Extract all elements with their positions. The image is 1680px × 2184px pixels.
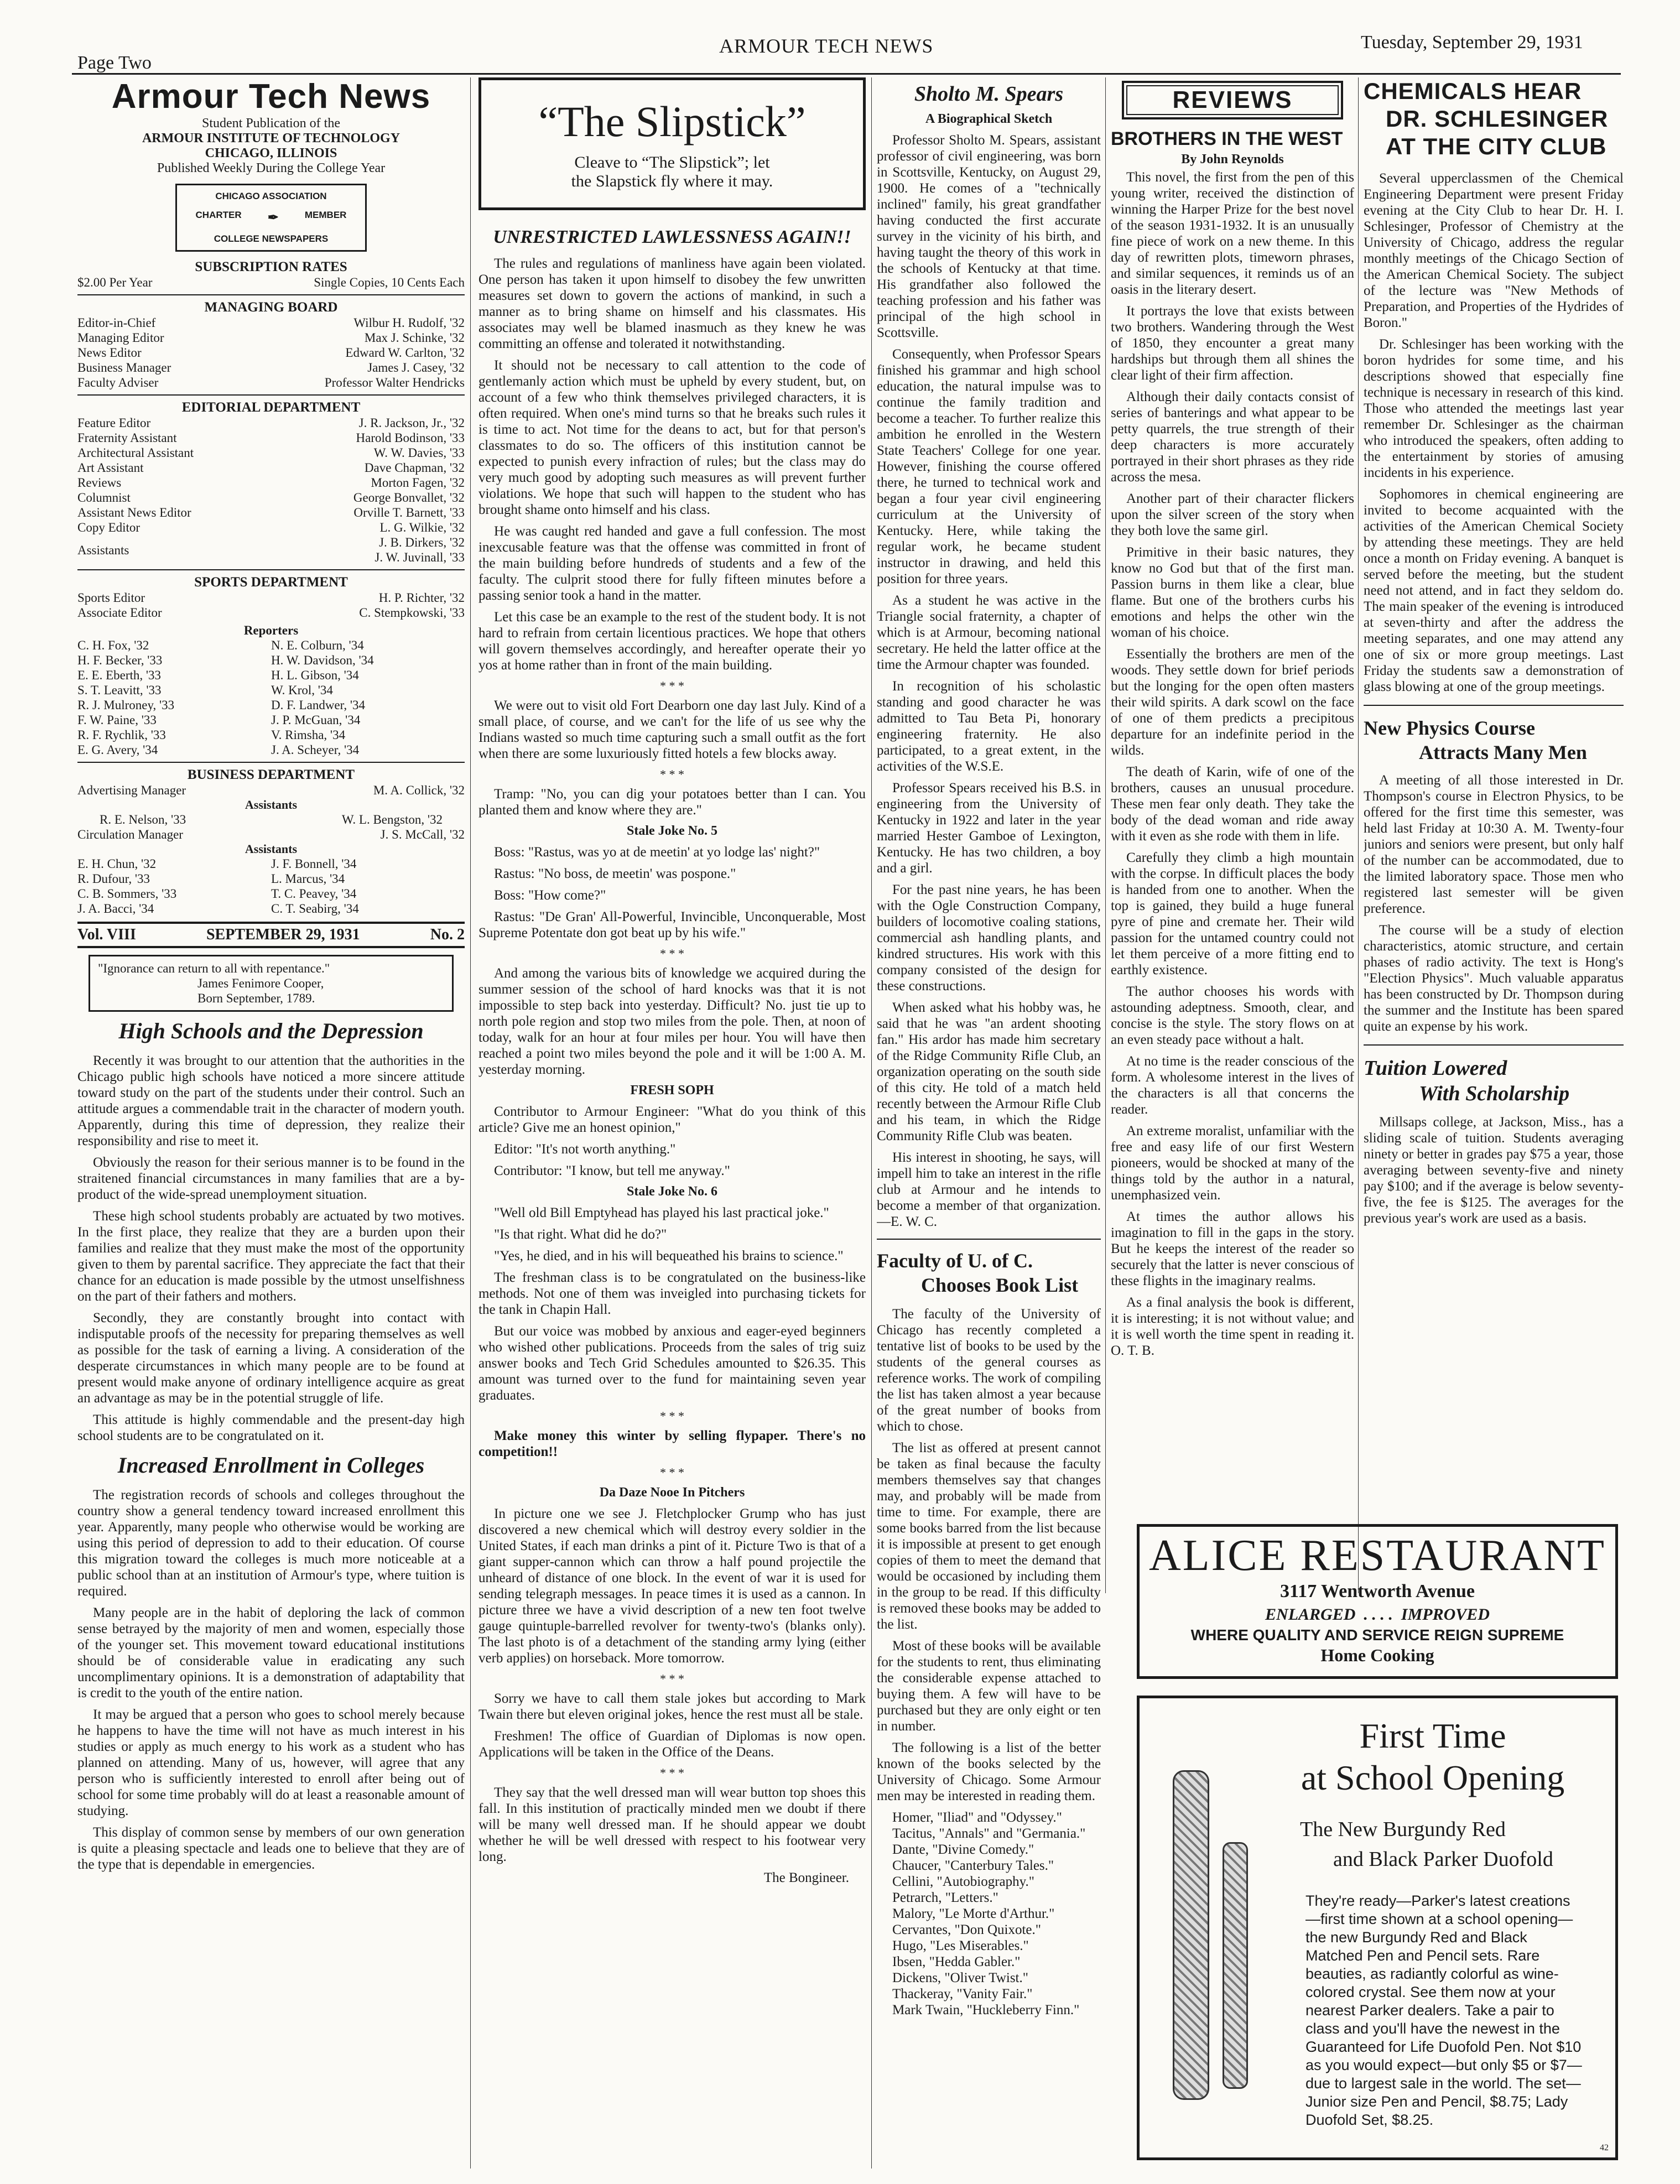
reporters-title: Reporters bbox=[243, 623, 299, 637]
text-line: "Ignorance can return to all with repentance." bbox=[98, 961, 330, 975]
page-number: Page Two bbox=[77, 53, 152, 73]
text-line: Reviews bbox=[77, 476, 122, 490]
text-line: With Scholarship bbox=[1419, 1082, 1570, 1105]
staff-row bbox=[77, 315, 465, 330]
chemicals-headline bbox=[1364, 77, 1624, 160]
parker-ad bbox=[1137, 1696, 1618, 2160]
text-line: George Bonvallet, '32 bbox=[353, 491, 465, 505]
association-badge bbox=[175, 184, 367, 252]
slipstick-line: Cleave to “The Slipstick”; let bbox=[574, 153, 770, 171]
text-line: Attracts Many Men bbox=[1419, 741, 1587, 763]
text-line: Managing Editor bbox=[77, 331, 164, 345]
text-line: Associate Editor bbox=[77, 606, 162, 620]
rule bbox=[77, 762, 465, 763]
text-line: No. 2 bbox=[430, 926, 465, 943]
paragraph: Primitive in their basic natures, they know no God but that of the first man. Passion burns in them like a clear, blue flame. But one of the brothers curbs his emotions and helps the other win the woman of his choice. bbox=[1111, 545, 1354, 640]
text-line: E. E. Eberth, '33 bbox=[77, 668, 162, 682]
text-line: IMPROVED bbox=[1401, 1605, 1490, 1624]
signature: The Bongineer. bbox=[763, 1870, 849, 1885]
text-line: J. A. Bacci, '34 bbox=[77, 902, 154, 916]
text-line: S. T. Leavitt, '33 bbox=[77, 683, 162, 697]
header-date: Tuesday, September 29, 1931 bbox=[1361, 32, 1583, 53]
paragraph: It may be argued that a person who goes to school merely because he happens to have the time will not have as much interest in his studies or apply as much energy to his work as a student who has planned on attending. Many of us, however, will agree that any person who is sufficiently interested to enroll after being out of school for some time probably will do at least a reasonable amount of studying. bbox=[77, 1707, 465, 1818]
paragraph: Secondly, they are constantly brought into contact with indisputable proofs of the necessity for preparing themselves as well as possible for the task of earning a living. A consideration of the desperate circumstances in which many people are to be found at present would make anyone of ordinary intelligence acquire as great an advantage as may be in the potential struggle of life. bbox=[77, 1311, 465, 1406]
staff-row bbox=[77, 430, 465, 445]
text-line: E. G. Avery, '34 bbox=[77, 743, 158, 757]
alice-tagline: WHERE QUALITY AND SERVICE REIGN SUPREME bbox=[1190, 1626, 1564, 1644]
paragraph: In picture one we see J. Fletchplocker Grump who has just discovered a new chemical which will destroy every soldier in the United States, if each man drinks a pint of it. Picture Two is that of a giant supper-cannon which can throw a half pound projectile the unheard of distance of one block. In the event of war it is used for sending telegraph messages. In peace times it is used as a cannon. In picture three we have a vivid description of a new ten foot twelve gauge quintuple-barrelled revolver for twenty-two's (blanks only). The last photo is of a detachment of the standing army lying (either verb applies) on horseback. More tomorrow. bbox=[478, 1506, 866, 1666]
tuition-headline bbox=[1364, 1055, 1624, 1106]
physics-headline bbox=[1364, 716, 1624, 765]
text-line: R. E. Nelson, '33 bbox=[100, 813, 186, 826]
spears-subhead: A Biographical Sketch bbox=[925, 112, 1053, 126]
book-list bbox=[877, 1809, 1101, 2018]
parker-pencil-icon bbox=[1223, 1842, 1248, 2089]
text-line: Art Assistant bbox=[77, 461, 144, 475]
high-schools-headline: High Schools and the Depression bbox=[118, 1018, 424, 1043]
text-line: J. P. McGuan, '34 bbox=[271, 713, 361, 727]
text-line: News Editor bbox=[77, 346, 142, 360]
text-line: First Time bbox=[1359, 1716, 1506, 1755]
staff-row bbox=[77, 460, 465, 475]
text-line: Faculty of U. of C. bbox=[877, 1250, 1033, 1272]
text-line: New Physics Course bbox=[1364, 717, 1535, 739]
text-line: Columnist bbox=[77, 491, 131, 505]
subscription-rates bbox=[77, 275, 465, 290]
staff-row bbox=[77, 783, 465, 798]
masthead-subtitle: Student Publication of the bbox=[202, 116, 340, 131]
column-divider bbox=[1105, 77, 1106, 1593]
masthead-title: Armour Tech News bbox=[111, 77, 431, 116]
text-line: Mark Twain, "Huckleberry Finn." bbox=[892, 2003, 1080, 2017]
alice-restaurant-ad bbox=[1137, 1524, 1618, 1679]
paragraph: He was caught red handed and gave a full confession. The most inexcusable feature was that the offense was committed in front of the main building before hundreds of students and a few of the faculty. The culprit stood there for fully fifteen minutes before a passing senior took a hand in the matter. bbox=[478, 524, 866, 603]
paragraph: Sorry we have to call them stale jokes but according to Mark Twain there but eleven original jokes, hence the rest must all be stale. bbox=[478, 1691, 866, 1722]
subscription-year: $2.00 Per Year bbox=[77, 275, 153, 289]
text-line: L. G. Wilkie, '32 bbox=[379, 521, 465, 534]
sports-title: SPORTS DEPARTMENT bbox=[194, 575, 348, 590]
text-line: Circulation Manager bbox=[77, 828, 183, 841]
text-line: R. F. Rychlik, '33 bbox=[77, 728, 166, 742]
paragraph: They say that the well dressed man will wear button top shoes this fall. In this institution of practically minded men we doubt if there will be many well dressed man. If he should appear we doubt whether he will be well dressed with respect to his footwear very long. bbox=[478, 1785, 866, 1864]
paragraph: The course will be a study of election characteristics, atomic structure, and certain phases of radio activity. The text is Hong's "Election Physics". Much valuable apparatus has been constructed by Dr. Thompson during the summer and the Institute has been spared quite an expense by his work. bbox=[1364, 923, 1624, 1034]
rule bbox=[77, 294, 465, 295]
paragraph: Contributor to Armour Engineer: "What do you think of this article? Give me an honest opinion," bbox=[478, 1104, 866, 1135]
paragraph: The rules and regulations of manliness have again been violated. One person has taken it upon himself to disobey the few unwritten measures set down to govern the actions of mankind, in such a manner as to bring shame on himself and his classmates. His associates may well be blamed inasmuch as they knew he was committing an offense and tolerated it notwithstanding. bbox=[478, 256, 866, 351]
text-line: E. H. Chun, '32 bbox=[77, 857, 157, 871]
column-divider bbox=[1358, 77, 1359, 1593]
paragraph: A meeting of all those interested in Dr. Thompson's course in Electron Physics, to be offered for the first time this semester, was held last Friday at 10:30 A. M. Twenty-four juniors and seniors were present, but only half of the number can be accommodated, due to the limited laboratory space. Those men who registered last semester will be given preference. bbox=[1364, 773, 1624, 916]
managing-title: MANAGING BOARD bbox=[204, 300, 338, 315]
text-line: at School Opening bbox=[1301, 1758, 1565, 1797]
text-line: AT THE CITY CLUB bbox=[1386, 133, 1607, 159]
assistants-label: Assistants bbox=[245, 842, 298, 856]
text-line: Vol. VIII bbox=[77, 926, 136, 943]
paragraph: The following is a list of the better known of the books selected by the University of Chicago. Some Armour men may be interested in reading them. bbox=[877, 1740, 1101, 1803]
text-line: Advertising Manager bbox=[77, 783, 186, 797]
paragraph: At times the author allows his imagination to fill in the gaps in the story. But he keeps the interest of the reader so securely that the latter is never conscious of these flights in the imaginary realms. bbox=[1111, 1209, 1354, 1288]
text-line: . . . . bbox=[1364, 1605, 1393, 1624]
text-line: J. R. Jackson, Jr., '32 bbox=[358, 416, 465, 430]
badge-middle-right: MEMBER bbox=[304, 210, 347, 220]
text-line: Cervantes, "Don Quixote." bbox=[892, 1922, 1041, 1937]
staff-row bbox=[77, 475, 465, 490]
paragraph: The author chooses his words with astounding adeptness. Smooth, clear, and concise is the style. The story flows on at an even steady pace without a halt. bbox=[1111, 984, 1354, 1047]
paragraph: Sophomores in chemical engineering are invited to become acquainted with the activities of the American Chemical Society by attending these meetings. They are held once a month on Friday evening. A banquet is served before the meeting, but the student need not attend, and in fact they seldom do. The main speaker of the evening is introduced at seven-thirty and after the address the meeting separates, and one may attend any one of six or more group meetings. Last Friday the students saw a demonstration of glass blowing at one of the group meetings. bbox=[1364, 487, 1624, 694]
text-line: Dickens, "Oliver Twist." bbox=[892, 1970, 1028, 1985]
text-line: Chaucer, "Canterbury Tales." bbox=[892, 1858, 1054, 1873]
staff-row bbox=[77, 520, 465, 535]
text-line: Assistants bbox=[77, 543, 129, 557]
paragraph: Professor Sholto M. Spears, assistant professor of civil engineering, was born in Scottsville, Kentucky, on August 29, 1900. He comes of a "technically inclined" family, his great grandfather having conducted the first accurate survey in the vicinity of his birth, and having taught the theory of this work in the schools of Kentucky at that time. His grandfather also followed the teaching profession and his father was principal of the high school in Scottsville. bbox=[877, 133, 1101, 340]
separator: * * * bbox=[660, 679, 684, 693]
paragraph: For the past nine years, he has been with the Ogle Construction Company, builders of locomotive coaling stations, commercial ash handling plants, and kindred structures. His work with this company consisted of the design for these constructions. bbox=[877, 882, 1101, 994]
slipstick-line: the Slapstick fly where it may. bbox=[571, 172, 773, 190]
paragraph: And among the various bits of knowledge we acquired during the summer session of the school of hard knocks was that it is not impossible to step back into yesterday. Difficult? No. just tie up to north pole region and stop two miles from the pole. Then, at noon of today, walk for an hour at four miles per hour. You will have then reached a point two miles beyond the pole and it will be 1:00 A. M. yesterday morning. bbox=[478, 966, 866, 1077]
text-line: H. P. Richter, '32 bbox=[378, 591, 465, 605]
column-5 bbox=[1364, 77, 1624, 1587]
text-line: Max J. Schinke, '32 bbox=[364, 331, 465, 345]
paragraph: Make money this winter by selling flypaper. There's no competition!! bbox=[478, 1428, 866, 1459]
column-divider bbox=[871, 77, 872, 2169]
joke-title: Stale Joke No. 6 bbox=[627, 1184, 717, 1199]
text-line: Dave Chapman, '32 bbox=[364, 461, 465, 475]
paragraph: The registration records of schools and colleges throughout the country show a general tendency toward increased enrollment this year. Apparently, many people who otherwise would be working are using this period of depression to add to their education. Of course this migration toward the colleges is much more noticeable at a public school than at an institution of Armour's type, where tuition is required. bbox=[77, 1488, 465, 1599]
separator: * * * bbox=[660, 1465, 684, 1479]
quote-box bbox=[89, 955, 454, 1012]
text-line: W. L. Bengston, '32 bbox=[341, 813, 443, 826]
text-line: Fraternity Assistant bbox=[77, 431, 177, 445]
managing-list bbox=[77, 315, 465, 390]
text-line: Homer, "Iliad" and "Odyssey." bbox=[892, 1810, 1062, 1825]
text-line: J. W. Juvinall, '33 bbox=[375, 550, 465, 564]
badge-top: CHICAGO ASSOCIATION bbox=[215, 191, 327, 201]
paragraph: Many people are in the habit of deploring the lack of common sense betrayed by the majority of men and women, especially those of the younger set. This movement toward educational institutions should be of considerable value in eradicating any such uncomplimentary opinions. It is a demonstration of adaptability that is credit to the youth of the entire nation. bbox=[77, 1605, 465, 1701]
paragraph: This novel, the first from the pen of this young writer, received the distinction of winning the Harper Prize for the best novel of the season 1931-1932. It is an unusually fine piece of work on a new theme. In this day of rewritten plots, timeworn phrases, and similar sequences, it reminds us of an oasis in the literary desert. bbox=[1111, 170, 1354, 297]
masthead-frequency: Published Weekly During the College Year bbox=[157, 161, 386, 175]
paragraph: At no time is the reader conscious of the form. A wholesome interest in the lives of the characters is all that concerns the reader. bbox=[1111, 1054, 1354, 1117]
paragraph: Professor Spears received his B.S. in engineering from the University of Kentucky in 1922 and later in the year married Hester Gamboe of Lexington, Kentucky. He has two children, a boy and a girl. bbox=[877, 781, 1101, 876]
paragraph: "Is that right. What did he do?" bbox=[494, 1227, 667, 1242]
subscription-single: Single Copies, 10 Cents Each bbox=[314, 275, 465, 289]
alice-name: ALICE RESTAURANT bbox=[1148, 1531, 1606, 1580]
paragraph: These high school students probably are actuated by two motives. In the first place, they realize that they are a burden upon their families and realize that they must make the most of the opportunity given to them by parental sacrifice. They appreciate the fact that their chance for an education is made possible by the utmost unselfishness on the part of their fathers and mothers. bbox=[77, 1209, 465, 1304]
rule bbox=[877, 1239, 1101, 1240]
parker-headline bbox=[1267, 1715, 1599, 1799]
text-line: CHEMICALS HEAR bbox=[1364, 78, 1582, 104]
text-line: Tacitus, "Annals" and "Germania." bbox=[892, 1826, 1086, 1841]
assistants-row bbox=[77, 535, 465, 565]
rule bbox=[1364, 1044, 1624, 1046]
assistants-label: Assistants bbox=[245, 798, 298, 812]
separator: * * * bbox=[660, 1766, 684, 1780]
rule bbox=[1364, 705, 1624, 706]
paper-name: ARMOUR TECH NEWS bbox=[719, 35, 934, 57]
text-line: Editor-in-Chief bbox=[77, 316, 156, 330]
column-3 bbox=[877, 77, 1101, 2173]
text-line: James J. Casey, '32 bbox=[367, 361, 465, 375]
paragraph: It portrays the love that exists between two brothers. Wandering through the West of 1850, they encounter a great many hardships but through them all shines the clear light of their firm affection. bbox=[1111, 304, 1354, 383]
paragraph: But our voice was mobbed by anxious and eager-eyed beginners who wished other publications. Proceeds from the sales of trig suiz answer books and Tech Grid Schedules amounted to $26.35. This amount was turned over to the fund for maintaining seven year graduates. bbox=[478, 1324, 866, 1403]
reporters-list bbox=[77, 638, 465, 757]
text-line: Dante, "Divine Comedy." bbox=[892, 1842, 1034, 1857]
column-2 bbox=[478, 77, 866, 2173]
text-line: R. Dufour, '33 bbox=[77, 872, 150, 886]
text-line: SEPTEMBER 29, 1931 bbox=[206, 926, 360, 943]
text-line: C. T. Seabirg, '34 bbox=[271, 902, 359, 916]
text-line: The New Burgundy Red bbox=[1300, 1818, 1506, 1841]
editorial-list bbox=[77, 415, 465, 565]
alice-address: 3117 Wentworth Avenue bbox=[1280, 1581, 1475, 1601]
text-line: Wilbur H. Rudolf, '32 bbox=[353, 316, 465, 330]
column-4 bbox=[1111, 77, 1354, 1587]
staff-row bbox=[77, 827, 465, 842]
text-line: N. E. Colburn, '34 bbox=[271, 638, 364, 652]
text-line: R. J. Mulroney, '33 bbox=[77, 698, 175, 712]
text-line: D. F. Landwer, '34 bbox=[271, 698, 366, 712]
text-line: Edward W. Carlton, '32 bbox=[345, 346, 465, 360]
text-line: C. Stempkowski, '33 bbox=[359, 606, 465, 620]
paragraph: We were out to visit old Fort Dearborn one day last July. Kind of a small place, of course, and we can't for the life of us see why the Indians wasted so much time capturing such a small outfit as the fort when there are some luxuriously fitted hotels a few blocks away. bbox=[478, 698, 866, 761]
text-line: L. Marcus, '34 bbox=[271, 872, 345, 886]
text-line: J. S. McCall, '32 bbox=[380, 828, 465, 841]
joke-title: Da Daze Nooe In Pitchers bbox=[599, 1485, 745, 1500]
text-line: C. B. Sommers, '33 bbox=[77, 887, 177, 901]
staff-row bbox=[77, 330, 465, 345]
separator: * * * bbox=[660, 1672, 684, 1686]
text-line: Born September, 1789. bbox=[197, 991, 315, 1005]
staff-row bbox=[77, 345, 465, 360]
alice-enlarged-row bbox=[1140, 1605, 1615, 1624]
paragraph: When asked what his hobby was, he said that he was "an ardent shooting fan." His ardor has made him secretary of the Ridge Community Rifle Club, an organization operating on the south side of this city. He told of a match held recently between the Armour Rifle Club and his team, in which the Ridge Community Rifle Club was beaten. bbox=[877, 1000, 1101, 1143]
text-line: Morton Fagen, '32 bbox=[371, 476, 465, 490]
parker-pen-icon bbox=[1173, 1770, 1209, 2100]
joke-title: FRESH SOPH bbox=[630, 1083, 714, 1098]
text-line: Assistant News Editor bbox=[77, 506, 191, 519]
lawlessness-headline: UNRESTRICTED LAWLESSNESS AGAIN!! bbox=[493, 227, 851, 247]
text-line: J. A. Scheyer, '34 bbox=[271, 743, 360, 757]
column-divider bbox=[470, 77, 471, 2169]
paragraph: Although their daily contacts consist of series of banterings and what appear to be petty quarrels, the true strength of their deep characters is more accurately portrayed in their short phrases as they ride across the mesa. bbox=[1111, 389, 1354, 485]
faculty-headline bbox=[877, 1249, 1101, 1297]
text-line: W. W. Davies, '33 bbox=[373, 446, 465, 460]
badge-middle-left: CHARTER bbox=[195, 210, 242, 220]
reviews-label-box bbox=[1122, 81, 1343, 119]
paragraph: Dr. Schlesinger has been working with the boron hydrides for some time, and his descriptions showed that especially fine technique is necessary in research of this kind. Those who attended the meetings last year remember Dr. Schlesinger as the chairman who introduced the speakers, often adding to the entertainment by stories of amusing incidents in his experience. bbox=[1364, 337, 1624, 480]
text-line: M. A. Collick, '32 bbox=[373, 783, 465, 797]
paragraph: "Yes, he died, and in his will bequeathed his brains to science." bbox=[494, 1249, 844, 1263]
paragraph: This attitude is highly commendable and the present-day high school students are to be congratulated on it. bbox=[77, 1412, 465, 1443]
paragraph: It should not be necessary to call attention to the code of gentlemanly action which must be upheld by every student, but, on account of a few who think themselves privileged characters, it is often required. When one's mind turns so that he breaks such rules it is time to act. Not time for the deans to act, but for that person's classmates to do so. The officers of this institution cannot be expected to punish every infraction of rules; but the class may do very much good by adopting such measures as will prevent further violations. We hope that such will happen to the student who has brought shame onto himself and his class. bbox=[478, 358, 866, 517]
paragraph: Boss: "Rastus, was yo at de meetin' at yo lodge las' night?" bbox=[494, 845, 820, 860]
alice-home: Home Cooking bbox=[1320, 1645, 1434, 1665]
text-line: Petrarch, "Letters." bbox=[892, 1890, 998, 1905]
staff-row bbox=[77, 360, 465, 375]
text-line: DR. SCHLESINGER bbox=[1386, 106, 1609, 132]
paragraph: This display of common sense by members of our own generation is quite a pleasing spectacle and leads one to believe that they are of the type that is dependable in emergencies. bbox=[77, 1825, 465, 1872]
text-line: Cellini, "Autobiography." bbox=[892, 1874, 1034, 1889]
paragraph: The freshman class is to be congratulated on the business-like methods. Not one of them was inveigled into purchasing tickets for the tank in Chapin Hall. bbox=[478, 1270, 866, 1317]
text-line: H. L. Gibson, '34 bbox=[271, 668, 359, 682]
staff-row bbox=[77, 490, 465, 505]
slipstick-banner bbox=[478, 77, 866, 210]
parker-body: They're ready—Parker's latest creations—first time shown at a school opening—the new Burgundy Red and Black Matched Pen and Pencil sets. Rare beauties, as radiantly colorful as wine-colored crystal. See them now at your nearest Parker dealers. Take a pair to class and you'll have the newest in the Guaranteed for Life Duofold Pen. Not $10 as you would expect—but only $5 or $7—due to largest sale in the world. The set—Junior size Pen and Pencil, $8.75; Lady Duofold Set, $8.25. bbox=[1305, 1892, 1582, 2128]
separator: * * * bbox=[660, 767, 684, 781]
paragraph: Essentially the brothers are men of the woods. They settle down for brief periods but the longing for the open often masters their wild spirits. A dark scowl on the face of one of them predicts a precipitous departure for an indefinite period in the wilds. bbox=[1111, 647, 1354, 758]
text-line: Malory, "Le Morte d'Arthur." bbox=[892, 1906, 1055, 1921]
text-line: T. C. Peavey, '34 bbox=[271, 887, 357, 901]
text-line: C. H. Fox, '32 bbox=[77, 638, 149, 652]
text-line: J. B. Dirkers, '32 bbox=[379, 535, 465, 549]
paragraph: Let this case be an example to the rest of the student body. It is not hard to refrain from certain licentious practices. We hope that others will govern themselves accordingly, and hereafter operate their yo yos at home rather than in front of the main building. bbox=[478, 610, 866, 673]
paragraph: In recognition of his scholastic standing and good character he was admitted to Tau Beta Pi, honorary engineering fraternity. He also participated, to a great extent, in the activities of the W.S.E. bbox=[877, 679, 1101, 774]
editorial-title: EDITORIAL DEPARTMENT bbox=[181, 400, 361, 415]
badge-middle bbox=[183, 210, 360, 226]
staff-row bbox=[77, 590, 465, 605]
paragraph: The faculty of the University of Chicago has recently completed a tentative list of books to be used by the students of the general courses as reference works. The work of compiling the list has taken almost a year because of the great number of books from which to chose. bbox=[877, 1307, 1101, 1434]
text-line: H. W. Davidson, '34 bbox=[271, 653, 374, 667]
paragraph: Most of these books will be available for the students to rent, thus eliminating the considerable expense attached to buying them. A few will have to be purchased but they are only eight or ten in number. bbox=[877, 1639, 1101, 1734]
text-line: W. Krol, '34 bbox=[271, 683, 333, 697]
text-line: Faculty Adviser bbox=[77, 376, 159, 389]
rule bbox=[77, 394, 465, 396]
paragraph: Obviously the reason for their serious manner is to be found in the straitened financial circumstances in many families that are a by-product of the wide-spread unemployment situation. bbox=[77, 1155, 465, 1202]
paragraph: Tramp: "No, you can dig your potatoes better than I can. You planted them and know where they are." bbox=[478, 787, 866, 818]
separator: * * * bbox=[660, 947, 684, 960]
text-line: F. W. Paine, '33 bbox=[77, 713, 157, 727]
text-line: Ibsen, "Hedda Gabler." bbox=[892, 1954, 1021, 1969]
paragraph: Contributor: "I know, but tell me anyway." bbox=[494, 1163, 730, 1178]
separator: * * * bbox=[660, 1409, 684, 1423]
paragraph: "Well old Bill Emptyhead has played his last practical joke." bbox=[494, 1205, 829, 1220]
subscription-title: SUBSCRIPTION RATES bbox=[195, 259, 347, 274]
paragraph: Editor: "It's not worth anything." bbox=[494, 1142, 676, 1157]
column-1 bbox=[77, 77, 465, 2173]
paragraph: Several upperclassmen of the Chemical Engineering Department were present Friday evening at the City Club to hear Dr. H. I. Schlesinger, Professor of Chemistry at the University of Chicago, address the regular monthly meetings of the Chicago Section of the American Chemical Society. The subject of the lecture was "New Methods of Preparation, and Properties of the Hydrides of Boron." bbox=[1364, 171, 1624, 330]
staff-row bbox=[77, 445, 465, 460]
paragraph: Boss: "How come?" bbox=[494, 888, 606, 903]
staff-row bbox=[77, 505, 465, 520]
staff-row bbox=[77, 375, 465, 390]
biz-assistants bbox=[77, 812, 465, 827]
text-line: H. F. Becker, '33 bbox=[77, 653, 163, 667]
text-line: Chooses Book List bbox=[921, 1274, 1079, 1296]
joke-title: Stale Joke No. 5 bbox=[627, 824, 717, 838]
spears-headline: Sholto M. Spears bbox=[914, 82, 1064, 106]
rule bbox=[77, 569, 465, 570]
text-line: Hugo, "Les Miserables." bbox=[892, 1938, 1029, 1953]
paragraph: Carefully they climb a high mountain with the corpse. In difficult places the body is handed from one to another. When the top is gained, they build a huge funeral pyre of pine and cremate her. Their wild passion for the untamed country could not let them perceive of a more fitting end to earthly existence. bbox=[1111, 850, 1354, 977]
text-line: Feature Editor bbox=[77, 416, 151, 430]
text-line: Copy Editor bbox=[77, 521, 141, 534]
text-line: James Fenimore Cooper, bbox=[197, 976, 324, 990]
paragraph: Recently it was brought to our attention that the authorities in the Chicago public high schools have noticed a more sincere attitude toward study on the part of the students under their control. Such an attitude argues a commendable trait in the character of modern youth. Apparently, during this time of depression, they realize their responsibility and rise to meet it. bbox=[77, 1053, 465, 1148]
paragraph: Freshmen! The office of Guardian of Diplomas is now open. Applications will be taken in the Office of the Deans. bbox=[478, 1729, 866, 1760]
text-line: Thackeray, "Vanity Fair." bbox=[892, 1987, 1033, 2001]
paragraph: Another part of their character flickers upon the silver screen of the story when they both love the same girl. bbox=[1111, 491, 1354, 538]
paragraph: The death of Karin, wife of one of the brothers, causes an unusual procedure. These men fear only death. They take the body of the dead woman and ride away with it even as she rode with them in life. bbox=[1111, 765, 1354, 844]
parker-subhead bbox=[1267, 1814, 1599, 1874]
masthead-institute: ARMOUR INSTITUTE OF TECHNOLOGY bbox=[142, 131, 401, 145]
reviews-label: REVIEWS bbox=[1126, 85, 1339, 115]
text-line: V. Rimsha, '34 bbox=[271, 728, 346, 742]
badge-bottom: COLLEGE NEWSPAPERS bbox=[214, 233, 329, 244]
text-line: Sports Editor bbox=[77, 591, 145, 605]
reviews-headline: BROTHERS IN THE WEST bbox=[1111, 128, 1343, 149]
paragraph: As a final analysis the book is different, it is interesting; it is not without value; and it is well worth the time spent in reading it. O. T. B. bbox=[1111, 1295, 1354, 1358]
paragraph: Rastus: "De Gran' All-Powerful, Invincible, Unconquerable, Most Supreme Potentate don got beat up by his wife." bbox=[478, 909, 866, 940]
text-line: ENLARGED bbox=[1265, 1605, 1356, 1624]
business-title: BUSINESS DEPARTMENT bbox=[187, 767, 355, 782]
paragraph: Rastus: "No boss, de meetin' was pospone." bbox=[494, 866, 736, 881]
paragraph: His interest in shooting, he says, will impell him to take an interest in the rifle club at Armour and he intends to become a member of that organization.—E. W. C. bbox=[877, 1150, 1101, 1229]
text-line: J. F. Bonnell, '34 bbox=[271, 857, 357, 871]
paragraph: Millsaps college, at Jackson, Miss., has a sliding scale of tuition. Students averaging ninety or better in grades pay $75 a year, those averaging between seventy-five and ninety pay $100; and if the average is below seventy-five, the fee is $125. The averages for the previous year's work are used as a basis. bbox=[1364, 1115, 1624, 1226]
volume-bar bbox=[77, 922, 465, 948]
text-line: Professor Walter Hendricks bbox=[324, 376, 465, 389]
text-line: Tuition Lowered bbox=[1364, 1057, 1507, 1080]
text-line: Architectural Assistant bbox=[77, 446, 194, 460]
text-line: and Black Parker Duofold bbox=[1333, 1848, 1553, 1871]
masthead-city: CHICAGO, ILLINOIS bbox=[205, 146, 337, 160]
text-line: Harold Bodinson, '33 bbox=[356, 431, 465, 445]
paragraph: An extreme moralist, unfamiliar with the free and easy life of our first Western pioneers, would be shocked at many of the things told by the author in a natural, unemphasized vein. bbox=[1111, 1124, 1354, 1203]
text-line: Business Manager bbox=[77, 361, 171, 375]
paragraph: The list as offered at present cannot be taken as final because the faculty members themselves say that changes may, and probably will be made from time to time. For example, there are some books barred from the list because it is impossible at present to get enough copies of them to meet the demand that would be occasioned by including them in the group to be read. If this difficulty is removed these books may be added to the list. bbox=[877, 1441, 1101, 1632]
staff-row bbox=[77, 415, 465, 430]
enrollment-headline: Increased Enrollment in Colleges bbox=[117, 1453, 425, 1478]
slipstick-title: “The Slipstick” bbox=[538, 97, 806, 145]
reviews-byline: By John Reynolds bbox=[1181, 152, 1284, 167]
circulation-assistants bbox=[77, 856, 465, 916]
staff-row bbox=[77, 605, 465, 620]
parker-code: 42 bbox=[1600, 2143, 1609, 2152]
text-line: Orville T. Barnett, '33 bbox=[353, 506, 465, 519]
header-rule bbox=[72, 73, 1621, 75]
quill-icon: ✒ bbox=[267, 210, 279, 225]
paragraph: As a student he was active in the Triangle social fraternity, a chapter of which is at Armour, becoming national secretary. He held the latter office at the time the Armour chapter was founded. bbox=[877, 593, 1101, 672]
paragraph: Consequently, when Professor Spears finished his grammar and high school education, the natural impulse was to continue the family tradition and become a teacher. To further realize this ambition he enrolled in the Western State Teachers' College for one year. However, finishing the course offered there, he turned to technical work and began a four year civil engineering curriculum at the University of Kentucky. Here, while taking the regular work, he became student instructor in drawing, and held this position for three years. bbox=[877, 347, 1101, 586]
